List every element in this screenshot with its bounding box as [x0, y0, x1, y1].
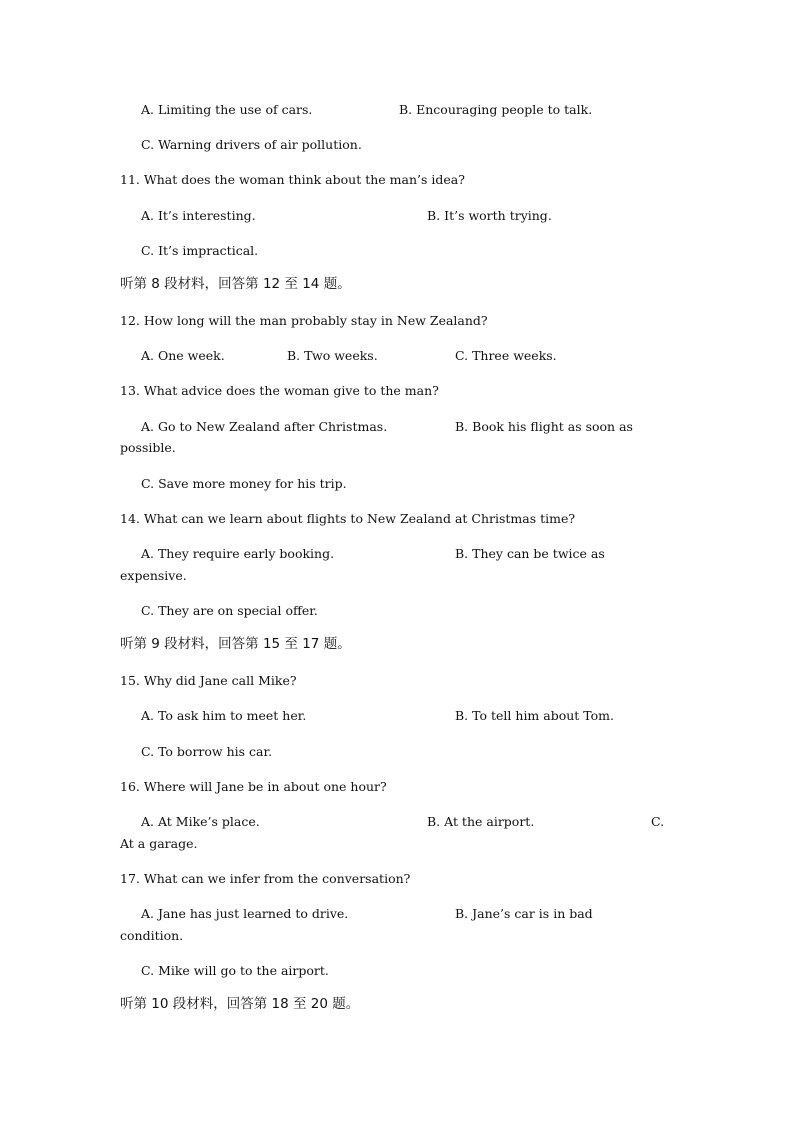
q12-option-c: C. Three weeks.: [455, 348, 557, 363]
q13-option-b: B. Book his flight as soon as: [455, 419, 633, 434]
q16-option-a: A. At Mike’s place.: [141, 814, 260, 829]
section-8-heading: 听第 8 段材料，回答第 12 至 14 题。: [120, 276, 351, 292]
q16-option-c: C.: [651, 814, 665, 829]
q16-option-c-wrap: At a garage.: [120, 836, 198, 851]
q15-option-a: A. To ask him to meet her.: [141, 708, 307, 723]
q11-option-b: B. It’s worth trying.: [427, 208, 552, 223]
q17-stem: 17. What can we infer from the conversation?: [120, 871, 411, 886]
q11-option-c: C. It’s impractical.: [141, 243, 259, 258]
q13-option-a: A. Go to New Zealand after Christmas.: [141, 419, 388, 434]
q15-stem: 15. Why did Jane call Mike?: [120, 673, 297, 688]
q13-stem: 13. What advice does the woman give to the man?: [120, 383, 439, 398]
q11-stem: 11. What does the woman think about the man’s idea?: [120, 172, 465, 187]
q17-option-b-wrap: condition.: [120, 928, 184, 943]
q14-option-c: C. They are on special offer.: [141, 603, 318, 618]
q15-option-b: B. To tell him about Tom.: [455, 708, 615, 723]
q14-stem: 14. What can we learn about flights to New Zealand at Christmas time?: [120, 511, 576, 526]
q15-option-c: C. To borrow his car.: [141, 744, 273, 759]
q13-option-c: C. Save more money for his trip.: [141, 476, 347, 491]
q12-stem: 12. How long will the man probably stay in New Zealand?: [120, 313, 488, 328]
q13-option-b-wrap: possible.: [120, 440, 176, 455]
q10-option-a: A. Limiting the use of cars.: [141, 102, 313, 117]
q10-option-c: C. Warning drivers of air pollution.: [141, 137, 362, 152]
q16-stem: 16. Where will Jane be in about one hour?: [120, 779, 387, 794]
section-9-heading: 听第 9 段材料，回答第 15 至 17 题。: [120, 636, 351, 652]
q12-option-b: B. Two weeks.: [287, 348, 378, 363]
section-10-heading: 听第 10 段材料，回答第 18 至 20 题。: [120, 996, 360, 1012]
q14-option-b-wrap: expensive.: [120, 568, 187, 583]
q17-option-b: B. Jane’s car is in bad: [455, 906, 593, 921]
q14-option-a: A. They require early booking.: [141, 546, 335, 561]
q16-option-b: B. At the airport.: [427, 814, 535, 829]
q14-option-b: B. They can be twice as: [455, 546, 605, 561]
q17-option-a: A. Jane has just learned to drive.: [141, 906, 349, 921]
q12-option-a: A. One week.: [141, 348, 225, 363]
q11-option-a: A. It’s interesting.: [141, 208, 256, 223]
q17-option-c: C. Mike will go to the airport.: [141, 963, 329, 978]
q10-option-b: B. Encouraging people to talk.: [399, 102, 593, 117]
